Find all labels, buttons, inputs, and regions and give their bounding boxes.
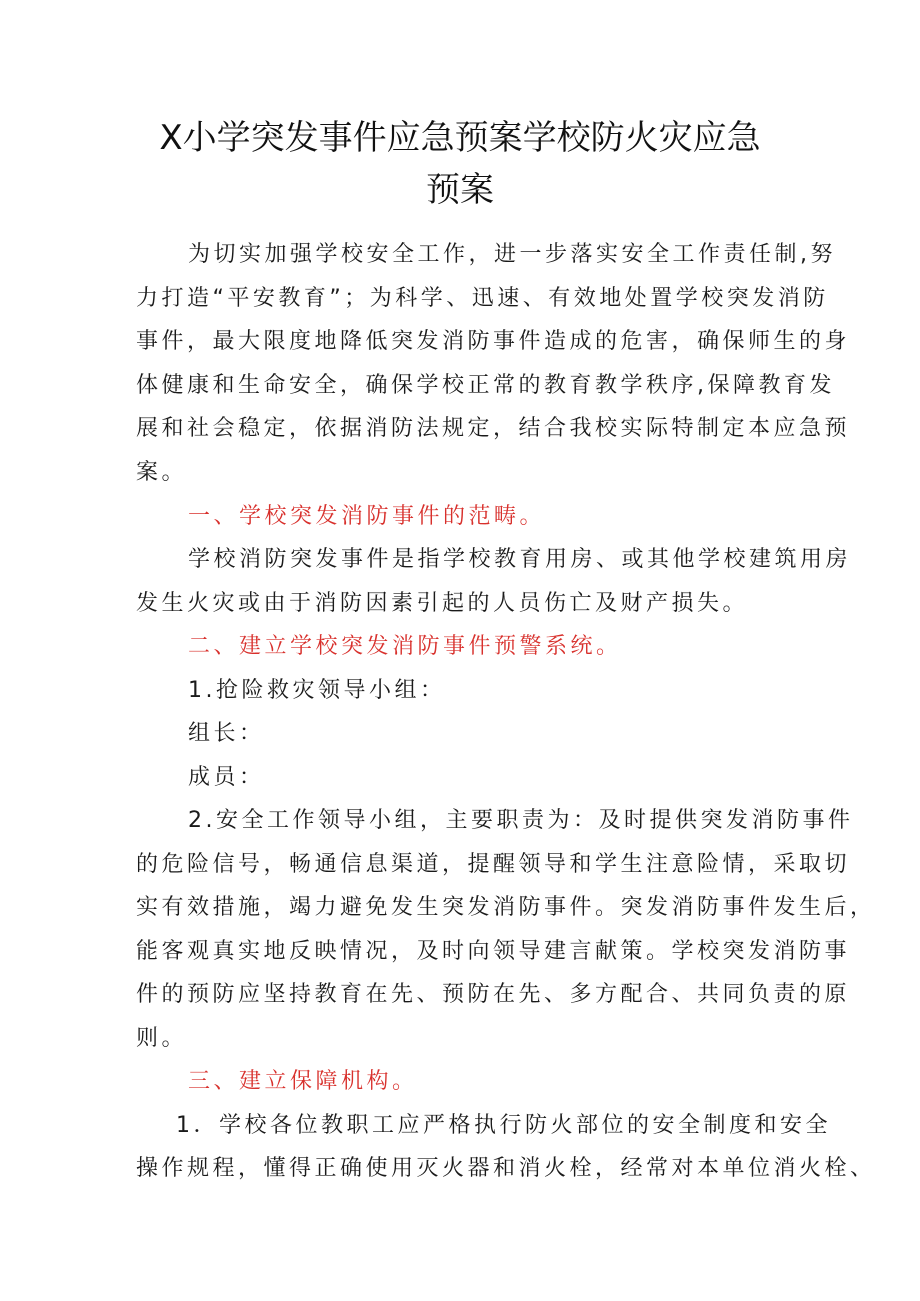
document-title-line-1: X小学突发事件应急预案学校防火灾应急 <box>159 118 761 158</box>
document-title-line-2: 预案 <box>426 170 494 210</box>
section-2-heading: 二、建立学校突发消防事件预警系统。 <box>188 634 622 659</box>
section-3-line: 1．学校各位教职工应严格执行防火部位的安全制度和安全 <box>176 1113 831 1138</box>
section-2-item-2-line: 件的预防应坚持教育在先、预防在先、多方配合、共同负责的原 <box>136 982 851 1007</box>
section-1-line: 学校消防突发事件是指学校教育用房、或其他学校建筑用房 <box>188 547 852 572</box>
intro-line: 展和社会稳定，依据消防法规定，结合我校实际特制定本应急预 <box>136 416 851 441</box>
section-2-item-2-line: 能客观真实地反映情况，及时向领导建言献策。学校突发消防事 <box>136 939 851 964</box>
section-2-item-2-line: 2.安全工作领导小组，主要职责为：及时提供突发消防事件 <box>188 808 854 833</box>
section-1-heading: 一、学校突发消防事件的范畴。 <box>188 504 546 529</box>
section-2-item-2-line: 则。 <box>136 1026 188 1051</box>
intro-line: 力打造“平安教育”；为科学、迅速、有效地处置学校突发消防 <box>136 286 829 311</box>
intro-line: 体健康和生命安全，确保学校正常的教育教学秩序,保障教育发 <box>136 373 835 398</box>
section-2-item-2-line: 的危险信号，畅通信息渠道，提醒领导和学生注意险情，采取切 <box>136 852 851 877</box>
section-3-heading: 三、建立保障机构。 <box>188 1069 418 1094</box>
intro-line: 事件，最大限度地降低突发消防事件造成的危害，确保师生的身 <box>136 329 851 354</box>
intro-line: 为切实加强学校安全工作，进一步落实安全工作责任制,努 <box>188 242 836 267</box>
section-3-line: 操作规程，懂得正确使用灭火器和消火栓，经常对本单位消火栓、 <box>136 1156 876 1181</box>
section-2-members-label: 成员： <box>188 765 265 790</box>
section-1-line: 发生火灾或由于消防因素引起的人员伤亡及财产损失。 <box>136 591 749 616</box>
section-2-item-2-line: 实有效措施，竭力避免发生突发消防事件。突发消防事件发生后， <box>136 895 876 920</box>
section-2-leader-label: 组长： <box>188 721 265 746</box>
section-2-item-1: 1.抢险救灾领导小组： <box>188 678 446 703</box>
intro-line: 案。 <box>136 460 188 485</box>
